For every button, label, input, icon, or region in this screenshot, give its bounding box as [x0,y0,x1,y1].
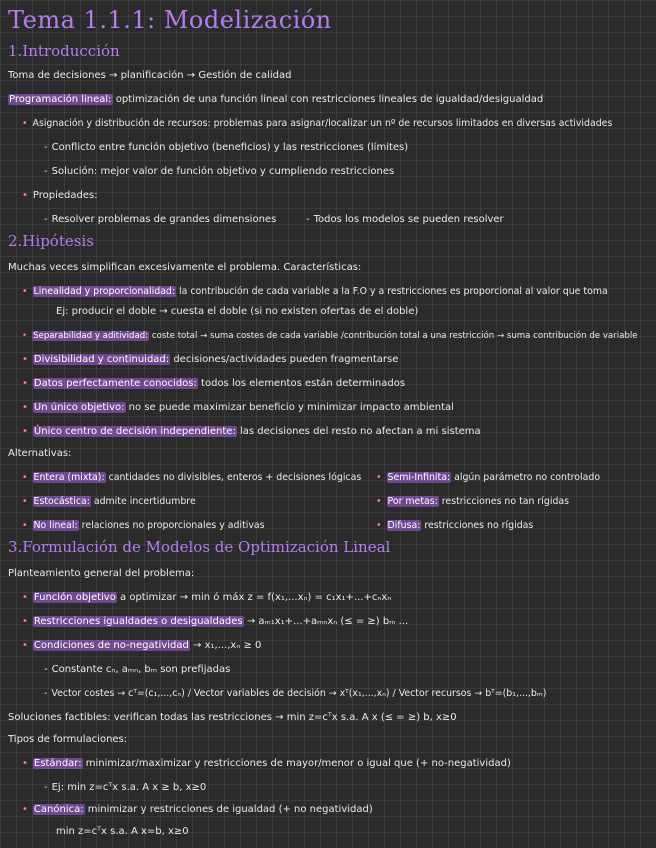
example-line: min z=cᵀx s.a. A x=b, x≥0 [56,826,189,837]
sub-text: Solución: mejor valor de función objetivo y cumpliendo restricciones [51,166,395,177]
dash-icon: - [44,664,48,675]
bullet-icon: • [22,496,28,507]
sub-item [306,214,504,226]
dash-icon: - [44,782,48,793]
sub-item [44,166,394,178]
term-highlight: Divisibilidad y continuidad: [33,354,170,365]
bullet-item [22,640,261,652]
definition-text: optimización de una función lineal con restricciones lineales de igualdad/desigualdad [112,94,544,105]
bullet-icon: • [376,496,382,507]
bullet-text: Propiedades: [32,190,98,201]
term-highlight: Canónica: [33,804,84,815]
dash-icon: - [306,214,310,225]
bullet-text: no se puede maximizar beneficio y minimizar impacto ambiental [125,402,454,413]
dash-icon: - [44,166,48,177]
bullet-item [22,330,638,342]
alternative-item [22,496,196,508]
formula-text: → x₁,...,xₙ ≥ 0 [189,640,262,651]
bullet-item [22,286,608,298]
term-highlight: No lineal: [33,520,78,531]
bullet-item [22,616,408,628]
term-highlight: Entera (mixta): [33,472,105,483]
sub-text: Vector costes → cᵀ=(c₁,...,cₙ) / Vector variables de decisión → xᵀ(x₁,...,xₙ) / Vector recursos → bᵀ=(b₁,...,bₘ) [51,688,547,699]
bullet-icon: • [22,472,28,483]
bullet-item [22,758,511,770]
term-highlight: Semi-Infinita: [387,472,451,483]
sub-text: Constante cₙ, aₘₙ, bₘ son prefijadas [51,664,231,675]
alternative-text: algún parámetro no controlado [451,472,601,483]
bullet-icon: • [22,190,28,201]
bullet-icon: • [22,118,28,129]
section-3-heading: 3.Formulación de Modelos de Optimización Lineal [8,538,391,556]
sub-text: Resolver problemas de grandes dimensiones [51,214,277,225]
term-highlight: Datos perfectamente conocidos: [33,378,197,389]
term-highlight: Restricciones igualdades o desigualdades [33,616,243,627]
term-highlight: Condiciones de no-negatividad [33,640,189,651]
bullet-icon: • [22,758,28,769]
bullet-item [22,190,98,202]
sub-item [44,664,230,676]
bullet-item [22,592,391,604]
sub-text: Conflicto entre función objetivo (beneficios) y las restricciones (límites) [51,142,409,153]
bullet-item [22,804,373,816]
bullet-text: Asignación y distribución de recursos: problemas para asignar/localizar un nº de recursos limitados en diversas actividades [32,118,613,129]
bullet-item [22,354,398,366]
term-highlight: Único centro de decisión independiente: [33,426,236,437]
term-highlight: Por metas: [387,496,438,507]
bullet-icon: • [376,520,382,531]
bullet-item [22,402,454,414]
term-highlight: Estándar: [33,758,82,769]
term-highlight: Separabilidad y aditividad: [33,331,149,341]
term-highlight: Difusa: [387,520,421,531]
alternative-text: cantidades no divisibles, enteros + decisiones lógicas [105,472,362,483]
bullet-icon: • [22,640,28,651]
bullet-text: la contribución de cada variable a la F.O y a restricciones es proporcional al valor que toma [176,286,608,297]
bullet-icon: • [22,354,28,365]
term-highlight: Estocástica: [33,496,90,507]
alternatives-label: Alternativas: [8,448,72,459]
term-highlight: Un único objetivo: [33,402,125,413]
alternative-text: restricciones no rígidas [421,520,534,531]
alternative-item [376,496,569,508]
formulation-intro: Planteamiento general del problema: [8,568,195,579]
bullet-text: minimizar/maximizar y restricciones de mayor/menor o igual que (+ no-negatividad) [82,758,511,769]
section-1-heading: 1.Introducción [8,42,120,60]
formulation-types-label: Tipos de formulaciones: [8,734,128,745]
bullet-icon: • [22,616,28,627]
bullet-icon: • [22,378,28,389]
bullet-text: las decisiones del resto no afectan a mi sistema [236,426,481,437]
dash-icon: - [44,142,48,153]
term-highlight: Linealidad y proporcionalidad: [33,286,176,297]
sub-item [44,214,276,226]
bullet-icon: • [22,286,28,297]
alternative-item [376,520,533,532]
sub-text: Ej: min z=cᵀx s.a. A x ≥ b, x≥0 [51,782,207,793]
alternative-text: admite incertidumbre [90,496,196,507]
bullet-icon: • [376,472,382,483]
bullet-icon: • [22,592,28,603]
alternative-text: restricciones no tan rígidas [438,496,570,507]
bullet-text: decisiones/actividades pueden fragmentarse [170,354,399,365]
linear-programming-definition [8,94,543,106]
dash-icon: - [44,214,48,225]
section-2-heading: 2.Hipótesis [8,232,94,250]
bullet-icon: • [22,426,28,437]
sub-item [44,782,206,794]
feasible-solutions: Soluciones factibles: verifican todas las restricciones → min z=cᵀx s.a. A x (≤ = ≥) b, x≥0 [8,712,457,723]
formula-text: → aₘ₁x₁+...+aₘₙxₙ (≤ = ≥) bₘ ... [243,616,409,627]
bullet-text: minimizar y restricciones de igualdad (+ no negatividad) [84,804,373,815]
bullet-text: todos los elementos están determinados [197,378,406,389]
bullet-text: coste total → suma costes de cada variable /contribución total a una restricción → suma contribución de variable [149,331,638,341]
bullet-icon: • [22,402,28,413]
example-line: Ej: producir el doble → cuesta el doble (si no existen ofertas de el doble) [56,306,419,317]
alternative-item [22,520,265,532]
sub-item [44,142,408,154]
intro-line: Toma de decisiones → planificación → Gestión de calidad [8,70,292,81]
sub-item [44,688,546,700]
alternative-item [376,472,600,484]
formula-text: a optimizar → min ó máx z = f(x₁,...xₙ) = c₁x₁+...+cₙxₙ [116,592,392,603]
bullet-item [22,378,405,390]
bullet-icon: • [22,331,28,341]
sub-text: Todos los modelos se pueden resolver [313,214,504,225]
bullet-icon: • [22,804,28,815]
bullet-item [22,118,612,130]
bullet-icon: • [22,520,28,531]
alternative-text: relaciones no proporcionales y aditivas [78,520,265,531]
term-highlight: Programación lineal: [9,94,112,105]
alternative-item [22,472,361,484]
page-title: Tema 1.1.1: Modelización [8,6,332,34]
dash-icon: - [44,688,48,699]
hypothesis-intro: Muchas veces simplifican excesivamente el problema. Características: [8,262,362,273]
bullet-item [22,426,481,438]
term-highlight: Función objetivo [33,592,116,603]
